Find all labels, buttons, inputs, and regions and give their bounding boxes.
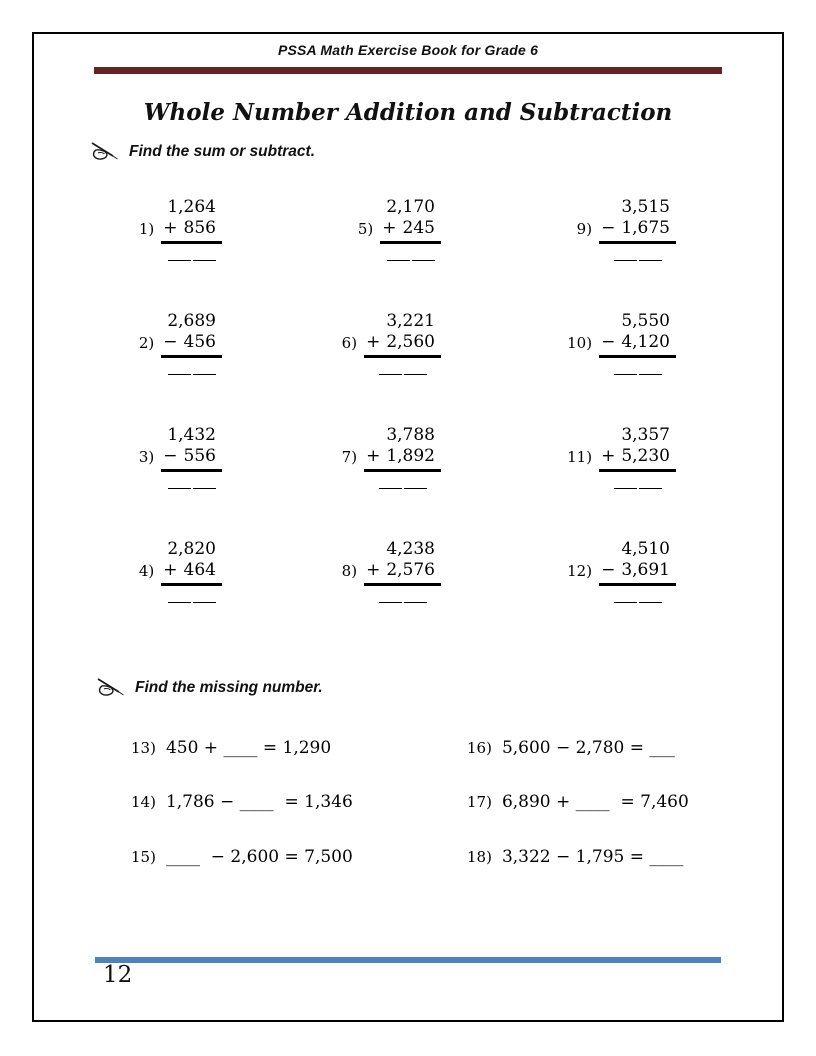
operand-bottom: 5,230 xyxy=(621,446,670,466)
problem-number: 13) xyxy=(131,739,156,757)
problem-number: 6) xyxy=(341,334,358,352)
operand-bottom: 245 xyxy=(402,218,435,238)
operator: + xyxy=(366,446,381,466)
book-title: PSSA Math Exercise Book for Grade 6 xyxy=(277,42,539,58)
operand-top: 1,264 xyxy=(167,197,216,217)
operand-bottom: 1,892 xyxy=(386,446,435,466)
operand-bottom-row xyxy=(599,218,676,244)
footer-rule-bar xyxy=(95,957,721,963)
missing-problem-18 xyxy=(467,847,683,867)
problems-column-3 xyxy=(0,196,676,652)
answer-blank xyxy=(599,373,676,375)
operand-top: 3,221 xyxy=(386,311,435,331)
answer-blank xyxy=(599,487,676,489)
vertical-problem-11 xyxy=(0,424,676,538)
operand-top: 4,238 xyxy=(386,539,435,559)
operator: + xyxy=(366,560,381,580)
problem-number: 17) xyxy=(467,793,492,811)
operator: + xyxy=(163,218,178,238)
problem-number: 8) xyxy=(341,562,358,580)
equation: 3,322 − 1,795 = ____ xyxy=(501,847,684,867)
operator: − xyxy=(601,332,616,352)
problem-number: 18) xyxy=(467,848,492,866)
operand-top: 2,689 xyxy=(167,311,216,331)
problem-number: 2) xyxy=(138,334,155,352)
operator: + xyxy=(163,560,178,580)
missing-problem-16 xyxy=(467,738,675,758)
problem-number: 12) xyxy=(567,562,593,580)
operator: + xyxy=(382,218,397,238)
operand-bottom-row xyxy=(599,446,676,472)
vertical-problem-9 xyxy=(0,196,676,310)
section-missing-number-header xyxy=(96,677,323,698)
operand-top: 2,820 xyxy=(167,539,216,559)
missing-problem-15 xyxy=(131,847,353,867)
answer-blank xyxy=(599,601,676,603)
vertical-problem-10 xyxy=(0,310,676,424)
equation: 5,600 − 2,780 = ___ xyxy=(501,738,675,758)
operator: + xyxy=(601,446,616,466)
operator: − xyxy=(601,560,616,580)
operand-bottom: 2,560 xyxy=(386,332,435,352)
problem-number: 15) xyxy=(131,848,156,866)
equation: ____ − 2,600 = 7,500 xyxy=(165,847,353,867)
operator: − xyxy=(163,446,178,466)
problem-number: 4) xyxy=(138,562,155,580)
operand-top: 3,515 xyxy=(621,197,670,217)
operand-bottom: 2,576 xyxy=(386,560,435,580)
problem-number: 10) xyxy=(567,334,593,352)
section-instruction: Find the sum or subtract. xyxy=(129,142,316,160)
equation: 6,890 + ____ = 7,460 xyxy=(501,792,689,812)
operand-bottom-row xyxy=(599,560,676,586)
vertical-problem-12 xyxy=(0,538,676,652)
operator: + xyxy=(366,332,381,352)
operand-bottom: 464 xyxy=(183,560,216,580)
missing-problem-14 xyxy=(131,792,353,812)
operand-bottom: 4,120 xyxy=(621,332,670,352)
problem-number: 16) xyxy=(467,739,492,757)
problem-number: 9) xyxy=(576,220,593,238)
missing-problem-17 xyxy=(467,792,689,812)
missing-problem-13 xyxy=(131,738,331,758)
operator: − xyxy=(163,332,178,352)
section-sum-subtract-header xyxy=(90,141,315,162)
operand-bottom: 856 xyxy=(183,218,216,238)
problem-number: 5) xyxy=(357,220,374,238)
problem-number: 14) xyxy=(131,793,156,811)
operand-top: 3,357 xyxy=(621,425,670,445)
writing-hand-icon xyxy=(90,141,120,162)
operand-bottom: 1,675 xyxy=(621,218,670,238)
operand-bottom-row xyxy=(599,332,676,358)
problem-number: 11) xyxy=(567,448,593,466)
answer-blank xyxy=(599,259,676,261)
problem-number: 7) xyxy=(341,448,358,466)
operand-top: 3,788 xyxy=(386,425,435,445)
header-rule-bar xyxy=(94,67,722,74)
operand-top: 5,550 xyxy=(621,311,670,331)
equation: 450 + ____ = 1,290 xyxy=(165,738,332,758)
operand-top: 4,510 xyxy=(621,539,670,559)
operand-top: 2,170 xyxy=(386,197,435,217)
problem-number: 3) xyxy=(138,448,155,466)
writing-hand-icon xyxy=(96,677,126,698)
operand-bottom: 3,691 xyxy=(621,560,670,580)
operand-bottom: 456 xyxy=(183,332,216,352)
equation: 1,786 − ____ = 1,346 xyxy=(165,792,353,812)
problem-number: 1) xyxy=(138,220,155,238)
operator: − xyxy=(601,218,616,238)
operand-top: 1,432 xyxy=(167,425,216,445)
page-title: Whole Number Addition and Subtraction xyxy=(143,99,673,126)
page-number: 12 xyxy=(103,962,133,988)
section-instruction: Find the missing number. xyxy=(135,678,323,696)
operand-bottom: 556 xyxy=(183,446,216,466)
